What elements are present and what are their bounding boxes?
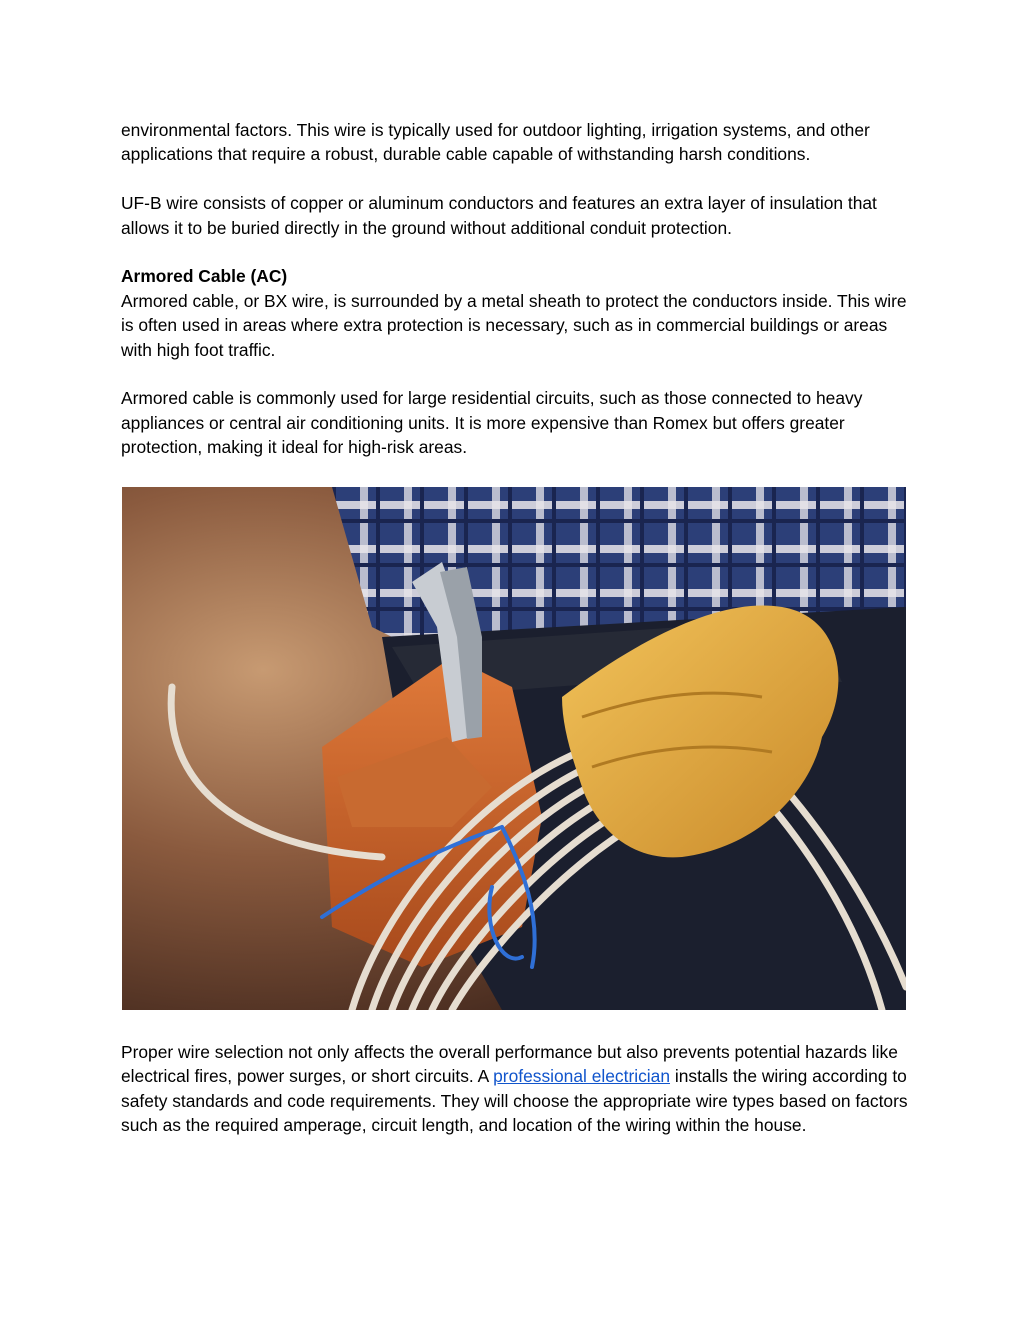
paragraph-uf-intro: environmental factors. This wire is typically used for outdoor lighting, irrigation systems, and other applications that require a robust, durable cable capable of withstanding harsh conditions. [121,120,870,165]
section-heading-armored-cable: Armored Cable (AC) [121,266,288,287]
paragraph-gap [121,167,911,191]
paragraph-gap [121,240,911,264]
closing-text-after-link: installs the wiring according to safety standards and code requirements. They will choose the appropriate wire types based on factors such as the required amperage, circuit length, and location of the wiring within the house. [121,1066,908,1136]
closing-section [121,1040,911,1138]
paragraph-ac-detail: Armored cable is commonly used for large residential circuits, such as those connected to heavy appliances or central air conditioning units. It is more expensive than Romex but offers greater protection, making it ideal for high-risk areas. [121,388,863,458]
document-body [121,118,911,460]
professional-electrician-link[interactable]: professional electrician [493,1066,671,1087]
paragraph-gap [121,362,911,386]
paragraph-uf-detail: UF-B wire consists of copper or aluminum conductors and features an extra layer of insulation that allows it to be buried directly in the ground without additional conduit protection. [121,193,877,238]
paragraph-ac-intro: Armored cable, or BX wire, is surrounded by a metal sheath to protect the conductors inside. This wire is often used in areas where extra protection is necessary, such as in commercial buildings or areas with high foot traffic. [121,290,907,360]
electrician-photo [122,487,906,1010]
closing-text-before-link: Proper wire selection not only affects the overall performance but also prevents potential hazards like electrical fires, power surges, or short circuits. A [121,1042,898,1087]
paragraph-closing [121,1040,911,1138]
